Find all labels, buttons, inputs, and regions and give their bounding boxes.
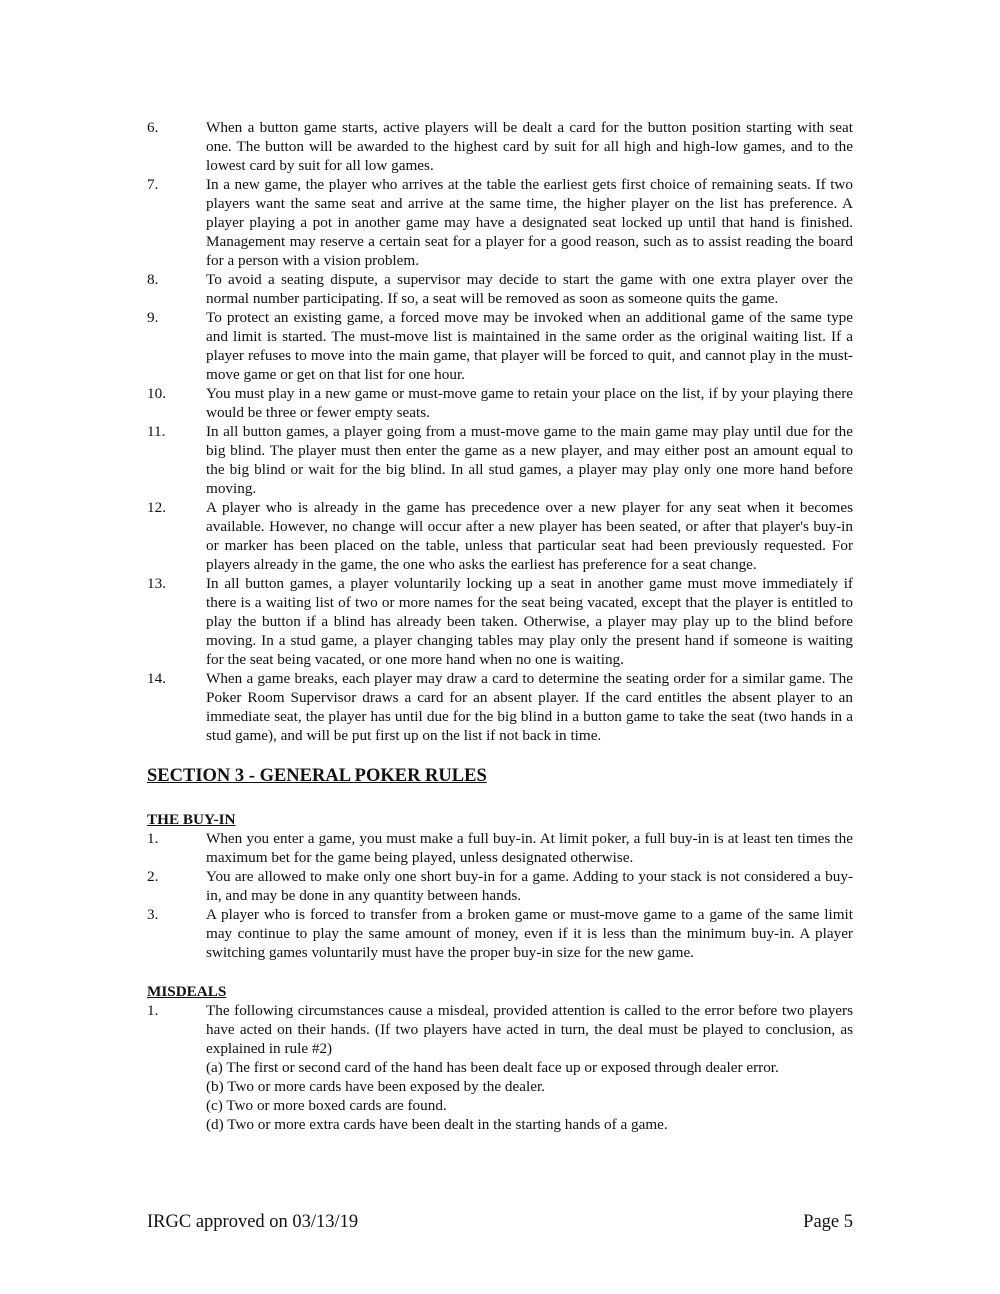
rule-item: [147, 574, 853, 669]
rule-text: You must play in a new game or must-move game to retain your place on the list, if by your playing there would be three or fewer empty seats.: [206, 385, 853, 421]
misdeal-sub-item: (d) Two or more extra cards have been dealt in the starting hands of a game.: [206, 1116, 668, 1133]
rule-number: 13.: [147, 575, 166, 592]
rule-text: In all button games, a player voluntarily locking up a seat in another game must move immediately if there is a waiting list of two or more names for the seat being vacated, except that the player is entitled to play the button if a blind has already been taken. Otherwise, a player may play up to the blind before moving. In a stud game, a player changing tables may play only the present hand if someone is waiting for the seat being vacated, or one more hand when no one is waiting.: [206, 575, 853, 668]
rule-text: To avoid a seating dispute, a supervisor may decide to start the game with one extra player over the normal number participating. If so, a seat will be removed as soon as someone quits the game.: [206, 271, 853, 307]
rule-number: 14.: [147, 670, 166, 687]
rules-list-top: [147, 118, 853, 745]
misdeals-section: [147, 982, 853, 1134]
rule-number: 6.: [147, 119, 159, 136]
rule-number: 12.: [147, 499, 166, 516]
rule-text: A player who is forced to transfer from a broken game or must-move game to a game of the same limit may continue to play the same amount of money, even if it is less than the minimum buy-in. A player switching games voluntarily must have the proper buy-in size for the new game.: [206, 906, 853, 961]
rule-text: In a new game, the player who arrives at the table the earliest gets first choice of remaining seats. If two players want the same seat and arrive at the same time, the higher player on the list has preference. A player playing a pot in another game may have a designated seat locked up until that hand is finished. Management may reserve a certain seat for a player for a good reason, such as to assist reading the board for a person with a vision problem.: [206, 176, 853, 269]
rule-number: 11.: [147, 423, 166, 440]
page-content: [147, 118, 853, 1134]
misdeals-heading: MISDEALS: [147, 983, 227, 1000]
rule-item: [147, 384, 853, 422]
rule-text: A player who is already in the game has precedence over a new player for any seat when it becomes available. However, no change will occur after a new player has been seated, or after that player's buy-in or marker has been placed on the table, unless that particular seat had been previously requested. For players already in the game, the one who asks the earliest has preference for a seat change.: [206, 499, 853, 573]
rule-item: [147, 422, 853, 498]
rule-item: [147, 829, 853, 867]
rule-item: [147, 498, 853, 574]
rule-text: When you enter a game, you must make a full buy-in. At limit poker, a full buy-in is at least ten times the maximum bet for the game being played, unless designated otherwise.: [206, 830, 853, 866]
rule-number: 8.: [147, 271, 159, 288]
rule-text: To protect an existing game, a forced move may be invoked when an additional game of the same type and limit is started. The must-move list is maintained in the same order as the original waiting list. If a player refuses to move into the main game, that player will be forced to quit, and cannot play in the must-move game or get on that list for one hour.: [206, 309, 853, 383]
rule-item: [147, 270, 853, 308]
misdeal-sub-item: (b) Two or more cards have been exposed by the dealer.: [206, 1078, 545, 1095]
rule-text: You are allowed to make only one short buy-in for a game. Adding to your stack is not considered a buy-in, and may be done in any quantity between hands.: [206, 868, 853, 904]
rule-number: 3.: [147, 906, 159, 923]
footer-page-number: Page 5: [803, 1212, 853, 1232]
rule-number: 7.: [147, 176, 159, 193]
rule-number: 1.: [147, 830, 159, 847]
rule-text: The following circumstances cause a misdeal, provided attention is called to the error before two players have acted on their hands. (If two players have acted in turn, the deal must be played to conclusion, as explained in rule #2): [206, 1002, 853, 1057]
rule-number: 9.: [147, 309, 159, 326]
rule-number: 2.: [147, 868, 159, 885]
buyin-heading: THE BUY-IN: [147, 811, 236, 828]
footer-approval-date: IRGC approved on 03/13/19: [147, 1212, 359, 1232]
buyin-section: [147, 810, 853, 962]
rule-text: In all button games, a player going from a must-move game to the main game may play until due for the big blind. The player must then enter the game as a new player, and may either post an amount equal to the big blind or wait for the big blind. In all stud games, a player may play only one more hand before moving.: [206, 423, 853, 497]
section-title: SECTION 3 - GENERAL POKER RULES: [147, 766, 487, 786]
rule-number: 10.: [147, 385, 166, 402]
rule-item: [147, 669, 853, 745]
rule-text: When a game breaks, each player may draw a card to determine the seating order for a similar game. The Poker Room Supervisor draws a card for an absent player. If the card entitles the absent player to an immediate seat, the player has until due for the big blind in a button game to take the seat (two hands in a stud game), and will be put first up on the list if not back in time.: [206, 670, 853, 744]
misdeal-sub-item: (a) The first or second card of the hand has been dealt face up or exposed through dealer error.: [206, 1059, 779, 1076]
rule-text: When a button game starts, active players will be dealt a card for the button position starting with seat one. The button will be awarded to the highest card by suit for all high and high-low games, and to the lowest card by suit for all low games.: [206, 119, 853, 174]
rule-item: [147, 1001, 853, 1058]
rule-item: [147, 175, 853, 270]
rule-number: 1.: [147, 1002, 159, 1019]
misdeal-sub-item: (c) Two or more boxed cards are found.: [206, 1097, 447, 1114]
rule-item: [147, 905, 853, 962]
rule-item: [147, 118, 853, 175]
rule-item: [147, 867, 853, 905]
rule-item: [147, 308, 853, 384]
